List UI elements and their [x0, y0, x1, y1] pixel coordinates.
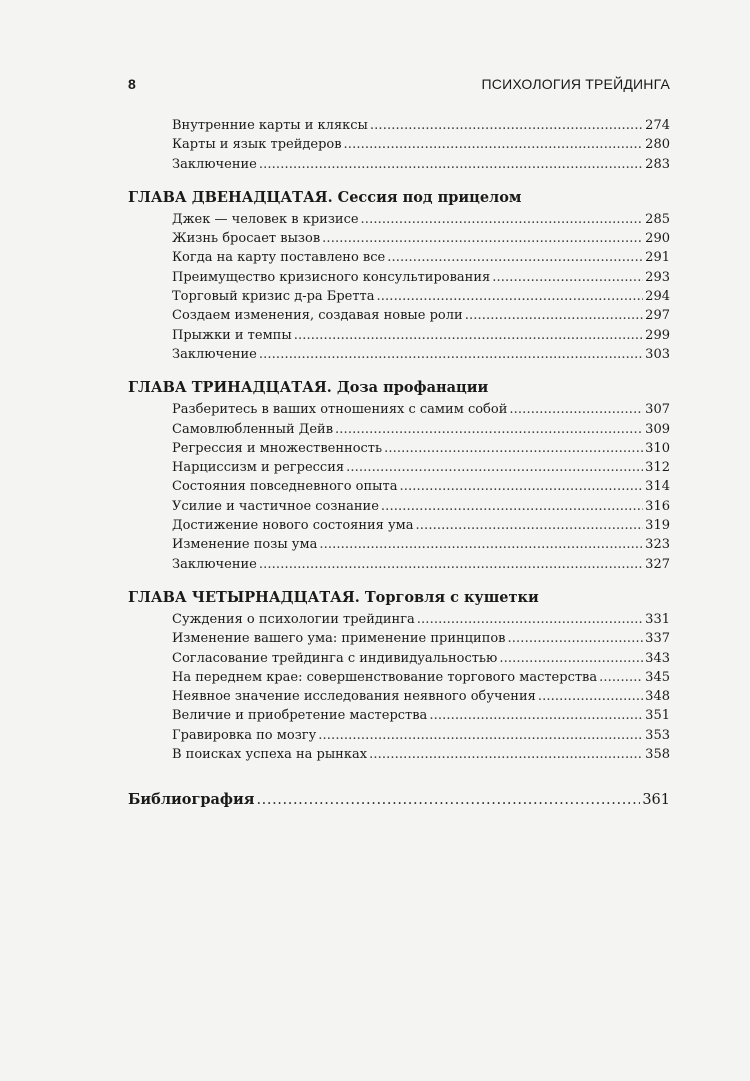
- leader-dots: [377, 287, 644, 306]
- leader-dots: [361, 210, 644, 229]
- toc-entry: [172, 326, 670, 345]
- toc-entry-title: Величие и приобретение мастерства: [172, 708, 428, 724]
- leader-dots: [370, 116, 643, 135]
- toc-entry-title: Изменение вашего ума: применение принципов: [172, 631, 506, 647]
- leader-dots: [387, 248, 643, 267]
- toc-entry: [172, 706, 670, 725]
- toc-entry-title: Заключение: [172, 556, 257, 572]
- leader-dots: [599, 668, 643, 687]
- toc-entry: [172, 345, 670, 364]
- leader-dots: [259, 155, 643, 174]
- leader-dots: [346, 458, 643, 477]
- toc-entry-page: 323: [645, 537, 670, 553]
- toc-entry-page: 316: [645, 498, 670, 514]
- toc-entry-page: 327: [645, 556, 670, 572]
- toc-entry-title: Состояния повседневного опыта: [172, 479, 398, 495]
- leader-dots: [256, 791, 640, 810]
- leader-dots: [492, 268, 643, 287]
- toc-entry: [172, 287, 670, 306]
- leader-dots: [416, 516, 644, 535]
- toc-entry-title: Самовлюбленный Дейв: [172, 421, 334, 437]
- toc-entry: [172, 135, 670, 154]
- leader-dots: [369, 745, 643, 764]
- toc-chapter-13: [128, 378, 670, 574]
- toc-entry: [172, 477, 670, 496]
- toc-entry-page: 293: [645, 269, 670, 285]
- leader-dots: [335, 420, 643, 439]
- leader-dots: [429, 706, 643, 725]
- toc-entry: [172, 458, 670, 477]
- toc-entry: [172, 155, 670, 174]
- toc-entry-page: 309: [645, 421, 670, 437]
- leader-dots: [417, 610, 643, 629]
- toc-entry-title: Преимущество кризисного консультирования: [172, 269, 491, 285]
- leader-dots: [322, 229, 643, 248]
- toc-entry-title: Джек — человек в кризисе: [172, 211, 359, 227]
- toc-entry-title: Когда на карту поставлено все: [172, 250, 386, 266]
- toc-entry-title: Торговый кризис д-ра Бретта: [172, 289, 375, 305]
- leader-dots: [318, 726, 643, 745]
- toc-entry: [172, 306, 670, 325]
- leader-dots: [384, 439, 643, 458]
- toc-entry-title: Заключение: [172, 156, 257, 172]
- toc-entry: [172, 516, 670, 535]
- leader-dots: [538, 687, 643, 706]
- toc-entry-page: 299: [645, 327, 670, 343]
- toc-entry-title: Жизнь бросает вызов: [172, 231, 321, 247]
- toc-entry-page: 358: [645, 747, 670, 763]
- toc-entry-page: 274: [645, 118, 670, 133]
- leader-dots: [508, 629, 644, 648]
- toc-entry-title: Неявное значение исследования неявного обучения: [172, 689, 536, 705]
- bibliography-page: 361: [642, 792, 670, 809]
- toc-entry: [172, 497, 670, 516]
- toc-entry: [172, 229, 670, 248]
- toc-entry-title: На переднем крае: совершенствование торгового мастерства: [172, 669, 598, 685]
- toc-entry-page: 310: [645, 440, 670, 456]
- toc-entry-page: 312: [645, 460, 670, 476]
- toc-entry-page: 291: [645, 250, 670, 266]
- chapter-heading: ГЛАВА ЧЕТЫРНАДЦАТАЯ. Торговля с кушетки: [128, 588, 539, 606]
- toc-bibliography: [128, 790, 670, 810]
- toc-entry-page: 331: [645, 611, 670, 627]
- toc-entry: [172, 248, 670, 267]
- toc-entry-title: Усилие и частичное сознание: [172, 498, 379, 514]
- toc-entry-page: 290: [645, 231, 670, 247]
- table-of-contents: [128, 116, 670, 811]
- leader-dots: [344, 135, 644, 154]
- toc-entry: [172, 210, 670, 229]
- page-number: 8: [128, 76, 136, 92]
- toc-entry-page: 319: [645, 518, 670, 534]
- toc-intro-section: [128, 116, 670, 174]
- toc-entry-page: 345: [645, 669, 670, 685]
- toc-entry-title: Суждения о психологии трейдинга: [172, 611, 415, 627]
- leader-dots: [399, 477, 643, 496]
- toc-entry-page: 285: [645, 211, 670, 227]
- toc-entry: [172, 535, 670, 554]
- toc-entry-page: 283: [645, 156, 670, 172]
- leader-dots: [294, 326, 643, 345]
- leader-dots: [381, 497, 643, 516]
- leader-dots: [259, 345, 643, 364]
- toc-entry-page: 351: [645, 708, 670, 724]
- toc-entry: [172, 400, 670, 419]
- leader-dots: [319, 535, 643, 554]
- toc-entry-title: Достижение нового состояния ума: [172, 518, 414, 534]
- toc-entry-title: Внутренние карты и кляксы: [172, 118, 368, 133]
- toc-entry-title: Разберитесь в ваших отношениях с самим собой: [172, 402, 508, 418]
- toc-chapter-12: [128, 188, 670, 364]
- toc-entry: [172, 629, 670, 648]
- toc-entry-title: Карты и язык трейдеров: [172, 137, 342, 153]
- toc-entry-page: 353: [645, 727, 670, 743]
- toc-entry: [172, 668, 670, 687]
- toc-entry-page: 294: [645, 289, 670, 305]
- toc-entry: [172, 745, 670, 764]
- toc-entry: [172, 268, 670, 287]
- toc-entry-title: Согласование трейдинга с индивидуальностью: [172, 650, 498, 666]
- chapter-heading: ГЛАВА ДВЕНАДЦАТАЯ. Сессия под прицелом: [128, 188, 522, 206]
- toc-entry-page: 307: [645, 402, 670, 418]
- toc-entry-title: Прыжки и темпы: [172, 327, 292, 343]
- toc-entry: [172, 555, 670, 574]
- toc-entry-title: Регрессия и множественность: [172, 440, 383, 456]
- toc-entry-title: Создаем изменения, создавая новые роли: [172, 308, 463, 324]
- toc-entry-page: 297: [645, 308, 670, 324]
- page-header: [128, 76, 670, 92]
- toc-entry: [172, 420, 670, 439]
- leader-dots: [259, 555, 643, 574]
- toc-entry: [172, 439, 670, 458]
- toc-entry-page: 314: [645, 479, 670, 495]
- leader-dots: [509, 400, 643, 419]
- toc-entry-title: Гравировка по мозгу: [172, 727, 317, 743]
- toc-entry-title: Нарциссизм и регрессия: [172, 460, 345, 476]
- toc-entry-page: 337: [645, 631, 670, 647]
- toc-entry: [172, 687, 670, 706]
- toc-entry: [172, 116, 670, 135]
- toc-entry-title: В поисках успеха на рынках: [172, 747, 368, 763]
- leader-dots: [465, 306, 643, 325]
- toc-entry-page: 343: [645, 650, 670, 666]
- toc-entry: [172, 649, 670, 668]
- running-title: ПСИХОЛОГИЯ ТРЕЙДИНГА: [481, 76, 670, 92]
- toc-entry-page: 280: [645, 137, 670, 153]
- toc-entry-title: Заключение: [172, 346, 257, 362]
- toc-entry-page: 348: [645, 689, 670, 705]
- chapter-heading: ГЛАВА ТРИНАДЦАТАЯ. Доза профанации: [128, 379, 489, 397]
- toc-entry-page: 303: [645, 346, 670, 362]
- toc-entry-title: Изменение позы ума: [172, 537, 318, 553]
- toc-entry: [172, 726, 670, 745]
- toc-entry: [172, 610, 670, 629]
- bibliography-title: Библиография: [128, 791, 255, 809]
- leader-dots: [499, 649, 643, 668]
- toc-chapter-14: [128, 588, 670, 764]
